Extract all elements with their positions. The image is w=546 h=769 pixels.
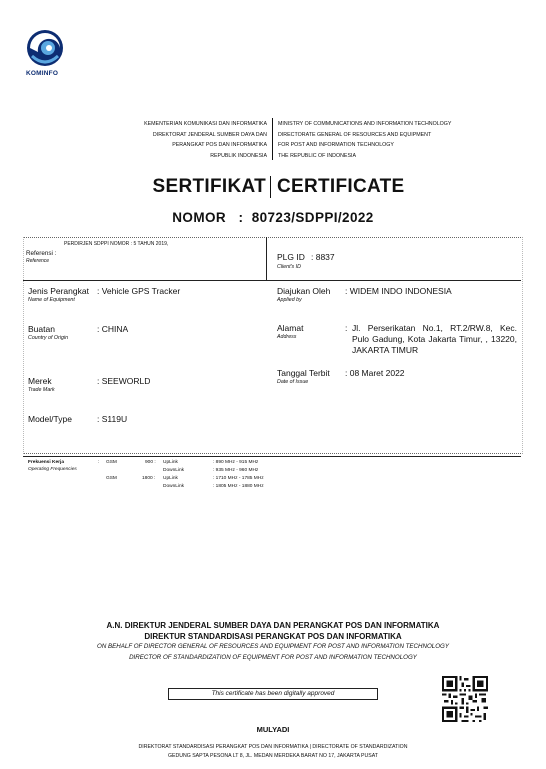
- buatan-sub: Country of Origin: [28, 335, 69, 341]
- title-id: SERTIFIKAT: [152, 176, 266, 197]
- frequency-divider: [23, 456, 521, 457]
- plg-value: : 8837: [311, 252, 335, 262]
- signer-name: MULYADI: [256, 725, 290, 734]
- footer-line-1: A.N. DIREKTUR JENDERAL SUMBER DAYA DAN PERANGKAT POS DAN INFORMATIKA: [106, 621, 440, 630]
- footer-address-2: GEDUNG SAPTA PESONA LT 8, JL. MEDAN MERDEKA BARAT NO 17, JAKARTA PUSAT: [168, 753, 378, 759]
- ministry-separator: [272, 118, 273, 160]
- tanggal-value: : 08 Maret 2022: [345, 368, 405, 378]
- tanggal-sub: Date of Issue: [277, 379, 309, 385]
- freq-link: UpLink: [163, 460, 178, 465]
- footer-line-4: DIRECTOR OF STANDARDIZATION OF EQUIPMENT FOR POST AND INFORMATION TECHNOLOGY: [129, 654, 417, 661]
- freq-tech: GSM: [106, 476, 117, 481]
- frekuensi-label: Frekuensi Kerja: [28, 460, 64, 465]
- title-separator: [270, 176, 271, 198]
- merek-label: Merek: [28, 376, 52, 386]
- freq-range: : 1710 MHz - 1785 MHz: [213, 476, 264, 481]
- ministry-id: KEMENTERIAN KOMUNIKASI DAN INFORMATIKA DIREKTORAT JENDERAL SUMBER DAYA DAN PERANGKAT POS DAN INFORMATIKA REPUBLIK INDONESIA: [144, 121, 267, 159]
- plg-label: PLG ID: [277, 252, 305, 262]
- alamat-sub: Address: [277, 334, 297, 340]
- frekuensi-colon: :: [98, 460, 100, 465]
- header-divider: [23, 280, 521, 281]
- freq-range: : 890 MHz - 915 MHz: [213, 460, 259, 465]
- diajukan-label: Diajukan Oleh: [277, 286, 331, 296]
- footer-address-1: DIREKTORAT STANDARDISASI PERANGKAT POS DAN INFORMATIKA | DIRECTORATE OF STANDARDIZATION: [138, 744, 408, 750]
- freq-band: 900 :: [145, 460, 156, 465]
- diajukan-sub: Applied by: [277, 297, 302, 303]
- merek-sub: Trade Mark: [28, 387, 55, 393]
- jenis-value: : Vehicle GPS Tracker: [97, 286, 181, 296]
- diajukan-value: : WIDEM INDO INDONESIA: [345, 286, 452, 296]
- frekuensi-sub: Operating Frequencies: [28, 467, 77, 472]
- alamat-label: Alamat: [277, 323, 304, 333]
- title-en: CERTIFICATE: [277, 176, 405, 197]
- ministry-en: MINISTRY OF COMMUNICATIONS AND INFORMATION TECHNOLOGY DIRECTORATE GENERAL OF RESOURCES AND EQUIPMENT FOR POST AND INFORMATION TECHNOLOGY THE REPUBLIC OF INDONESIA: [278, 121, 452, 159]
- tanggal-label: Tanggal Terbit: [277, 368, 330, 378]
- freq-range: : 935 MHz - 960 MHz: [213, 468, 259, 473]
- referensi-sub: Reference: [26, 258, 50, 264]
- reg-note: PERDIRJEN SDPPI NOMOR : 5 TAHUN 2019,: [64, 241, 169, 247]
- jenis-label: Jenis Perangkat: [28, 286, 89, 296]
- referensi-label: Referensi :: [26, 250, 57, 257]
- merek-value: : SEEWORLD: [97, 376, 151, 386]
- jenis-sub: Name of Equipment: [28, 297, 75, 303]
- freq-tech: GSM: [106, 460, 117, 465]
- header-vertical-divider: [266, 237, 267, 280]
- digital-approval: This certificate has been digitally approved: [168, 688, 378, 700]
- qr-code-icon: [442, 676, 488, 722]
- logo-text: KOMINFO: [26, 70, 59, 77]
- plg-sub: Client's ID: [277, 264, 301, 270]
- model-label: Model/Type: [28, 414, 72, 424]
- freq-link: UpLink: [163, 476, 178, 481]
- certificate-number: NOMOR : 80723/SDPPI/2022: [172, 210, 374, 225]
- buatan-label: Buatan: [28, 324, 55, 334]
- freq-range: : 1805 MHz - 1880 MHz: [213, 484, 264, 489]
- kominfo-logo-icon: [22, 28, 68, 76]
- alamat-value: Jl. Perserikatan No.1, RT.2/RW.8, Kec. Pulo Gadung, Kota Jakarta Timur, , 13220, JAKARTA TIMUR: [352, 323, 517, 355]
- alamat-colon: :: [345, 323, 348, 333]
- footer-line-2: DIREKTUR STANDARDISASI PERANGKAT POS DAN INFORMATIKA: [144, 632, 402, 641]
- freq-link: DownLink: [163, 484, 185, 489]
- freq-band: 1800 :: [142, 476, 156, 481]
- footer-line-3: ON BEHALF OF DIRECTOR GENERAL OF RESOURCES AND EQUIPMENT FOR POST AND INFORMATION TECHNOLOGY: [97, 643, 449, 650]
- freq-link: DownLink: [163, 468, 185, 473]
- model-value: : S119U: [97, 414, 128, 424]
- buatan-value: : CHINA: [97, 324, 129, 334]
